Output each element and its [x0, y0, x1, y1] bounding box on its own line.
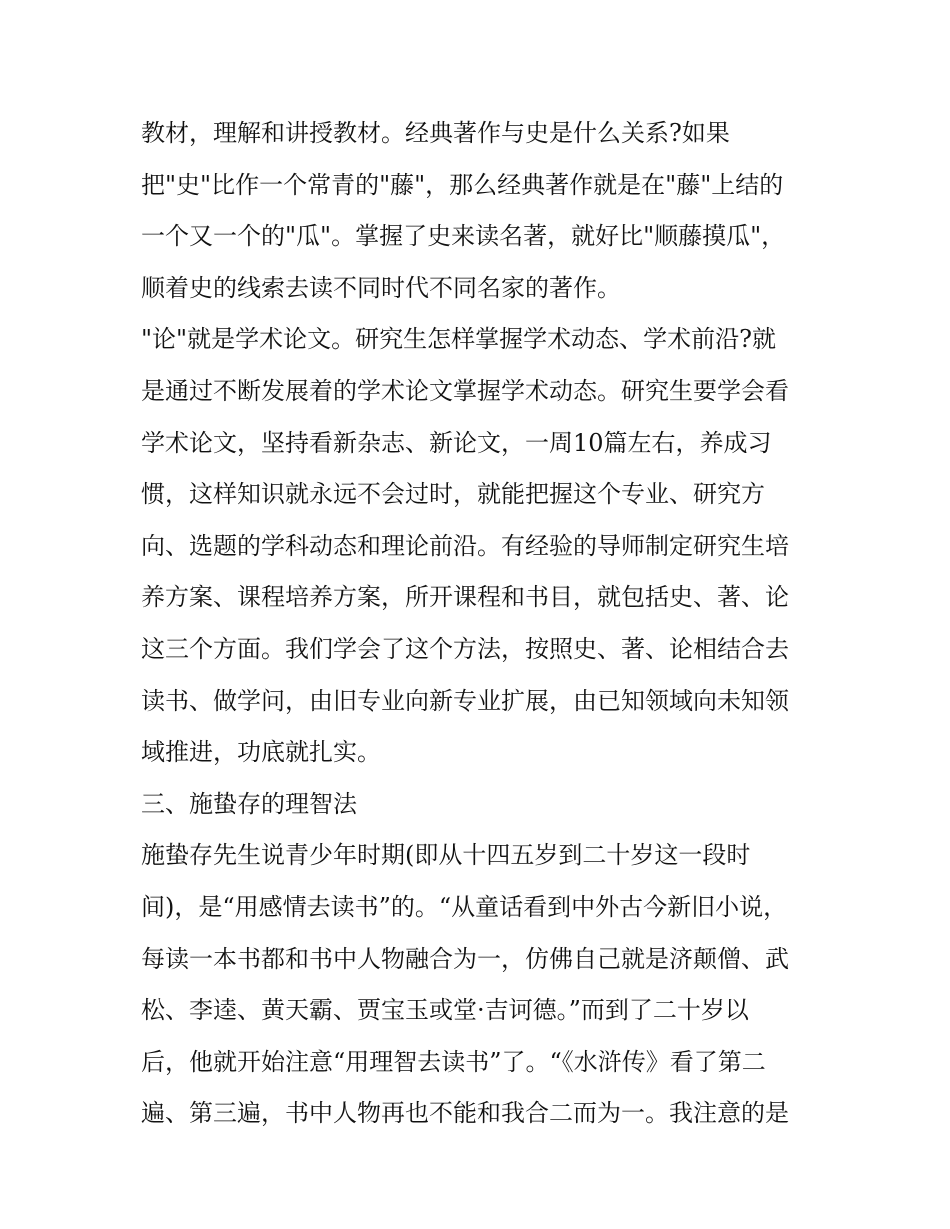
text-line: 读书、做学问，由旧专业向新专业扩展，由已知领域向未知领	[141, 686, 789, 715]
section-heading: 三、施蛰存的理智法	[141, 789, 357, 818]
text-line: 是通过不断发展着的学术论文掌握学术动态。研究生要学会看	[141, 376, 789, 405]
text-line: 域推进，功底就扎实。	[141, 738, 381, 767]
text-line: 向、选题的学科动态和理论前沿。有经验的导师制定研究生培	[141, 531, 789, 560]
text-line: 后，他就开始注意“用理智去读书”了。“《水浒传》看了第二	[141, 1047, 766, 1076]
text-line: 学术论文，坚持看新杂志、新论文，一周10篇左右，养成习	[141, 428, 772, 457]
text-line: "论"就是学术论文。研究生怎样掌握学术动态、学术前沿?就	[141, 325, 776, 354]
body-text	[141, 108, 821, 1140]
text-line: 顺着史的线索去读不同时代不同名家的著作。	[141, 273, 621, 302]
text-line: 养方案、课程培养方案，所开课程和书目，就包括史、著、论	[141, 583, 789, 612]
text-line: 把"史"比作一个常青的"藤"，那么经典著作就是在"藤"上结的	[141, 170, 784, 199]
text-line: 间)，是“用感情去读书”的。“从童话看到中外古今新旧小说，	[141, 892, 788, 921]
text-line: 每读一本书都和书中人物融合为一，仿佛自己就是济颠僧、武	[141, 944, 789, 973]
text-line: 教材，理解和讲授教材。经典著作与史是什么关系?如果	[141, 119, 730, 147]
text-line: 惯，这样知识就永远不会过时，就能把握这个专业、研究方	[141, 480, 765, 509]
text-line: 遍、第三遍，书中人物再也不能和我合二而为一。我注意的是	[141, 1099, 789, 1128]
text-line: 施蛰存先生说青少年时期(即从十四五岁到二十岁这一段时	[141, 841, 751, 870]
text-line: 这三个方面。我们学会了这个方法，按照史、著、论相结合去	[141, 634, 789, 663]
text-line: 松、李逵、黄天霸、贾宝玉或堂·吉诃德。”而到了二十岁以	[141, 996, 749, 1025]
text-line: 一个又一个的"瓜"。掌握了史来读名著，就好比"顺藤摸瓜"，	[141, 222, 786, 251]
